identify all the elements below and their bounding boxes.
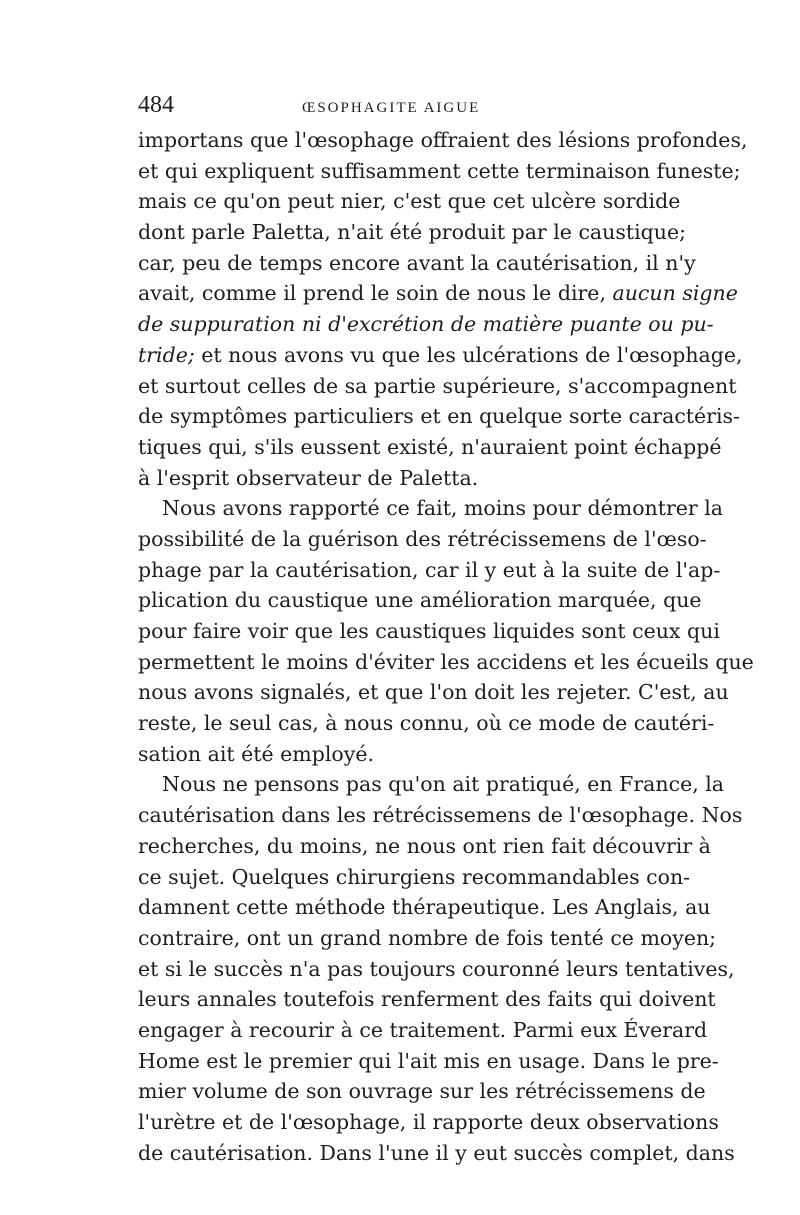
text-line: et si le succès n'a pas toujours couronné leurs tentatives, bbox=[138, 956, 735, 981]
text-line: ce sujet. Quelques chirurgiens recommandables con- bbox=[138, 864, 691, 889]
text-line: contraire, ont un grand nombre de fois tenté ce moyen; bbox=[138, 925, 717, 950]
text-line: et surtout celles de sa partie supérieure, s'accompagnent bbox=[138, 373, 737, 398]
text-line: mais ce qu'on peut nier, c'est que cet ulcère sordide bbox=[138, 189, 681, 214]
text-line: nous avons signalés, et que l'on doit les rejeter. C'est, au bbox=[138, 680, 729, 705]
running-head: ŒSOPHAGITE AIGUE bbox=[302, 100, 481, 116]
text-line: engager à recourir à ce traitement. Parmi eux Éverard bbox=[138, 1017, 708, 1042]
body-text bbox=[138, 125, 754, 1168]
text-line: phage par la cautérisation, car il y eut à la suite de l'ap- bbox=[138, 557, 721, 582]
text-segment: et nous avons vu que les ulcérations de l'œsophage, bbox=[201, 342, 743, 367]
text-line: de suppuration ni d'excrétion de matière puante ou pu- bbox=[138, 312, 714, 337]
text-line: car, peu de temps encore avant la cautérisation, il n'y bbox=[138, 250, 696, 275]
text-line: reste, le seul cas, à nous connu, où ce mode de cautéri- bbox=[138, 711, 715, 736]
text-line: Nous ne pensons pas qu'on ait pratiqué, en France, la bbox=[162, 772, 725, 797]
text-line: leurs annales toutefois renferment des faits qui doivent bbox=[138, 987, 716, 1012]
text-line bbox=[138, 278, 738, 309]
text-segment: avait, comme il prend le soin de nous le dire, bbox=[138, 281, 606, 306]
text-line: de symptômes particuliers et en quelque sorte caractéris- bbox=[138, 404, 740, 429]
text-line: plication du caustique une amélioration marquée, que bbox=[138, 588, 702, 613]
text-line: et qui expliquent suffisamment cette terminaison funeste; bbox=[138, 158, 741, 183]
page-number: 484 bbox=[138, 92, 174, 118]
text-line: Home est le premier qui l'ait mis en usage. Dans le pre- bbox=[138, 1048, 719, 1073]
text-line: permettent le moins d'éviter les accidens et les écueils que bbox=[138, 649, 754, 674]
text-line: importans que l'œsophage offraient des lésions profondes, bbox=[138, 128, 748, 152]
italic-segment: tride; bbox=[138, 342, 195, 367]
page-header bbox=[138, 88, 668, 124]
text-line: possibilité de la guérison des rétrécissemens de l'œso- bbox=[138, 526, 707, 551]
text-line: pour faire voir que les caustiques liquides sont ceux qui bbox=[138, 619, 720, 643]
text-line: recherches, du moins, ne nous ont rien fait découvrir à bbox=[138, 833, 711, 858]
italic-segment: aucun signe bbox=[612, 281, 738, 306]
text-line: l'urètre et de l'œsophage, il rapporte deux observations bbox=[138, 1110, 719, 1134]
text-line: damnent cette méthode thérapeutique. Les Anglais, au bbox=[138, 895, 711, 920]
text-line: sation ait été employé. bbox=[138, 741, 374, 766]
text-line: dont parle Paletta, n'ait été produit par le caustique; bbox=[138, 220, 687, 245]
text-line: à l'esprit observateur de Paletta. bbox=[138, 465, 479, 490]
text-line: tiques qui, s'ils eussent existé, n'auraient point échappé bbox=[138, 434, 722, 459]
text-line: mier volume de son ouvrage sur les rétrécissemens de bbox=[138, 1079, 706, 1104]
text-line: cautérisation dans les rétrécissemens de l'œsophage. Nos bbox=[138, 803, 743, 828]
text-line bbox=[138, 340, 743, 371]
text-line: de cautérisation. Dans l'une il y eut succès complet, dans bbox=[138, 1140, 735, 1165]
book-page bbox=[138, 88, 754, 1165]
text-line: Nous avons rapporté ce fait, moins pour démontrer la bbox=[162, 496, 724, 521]
